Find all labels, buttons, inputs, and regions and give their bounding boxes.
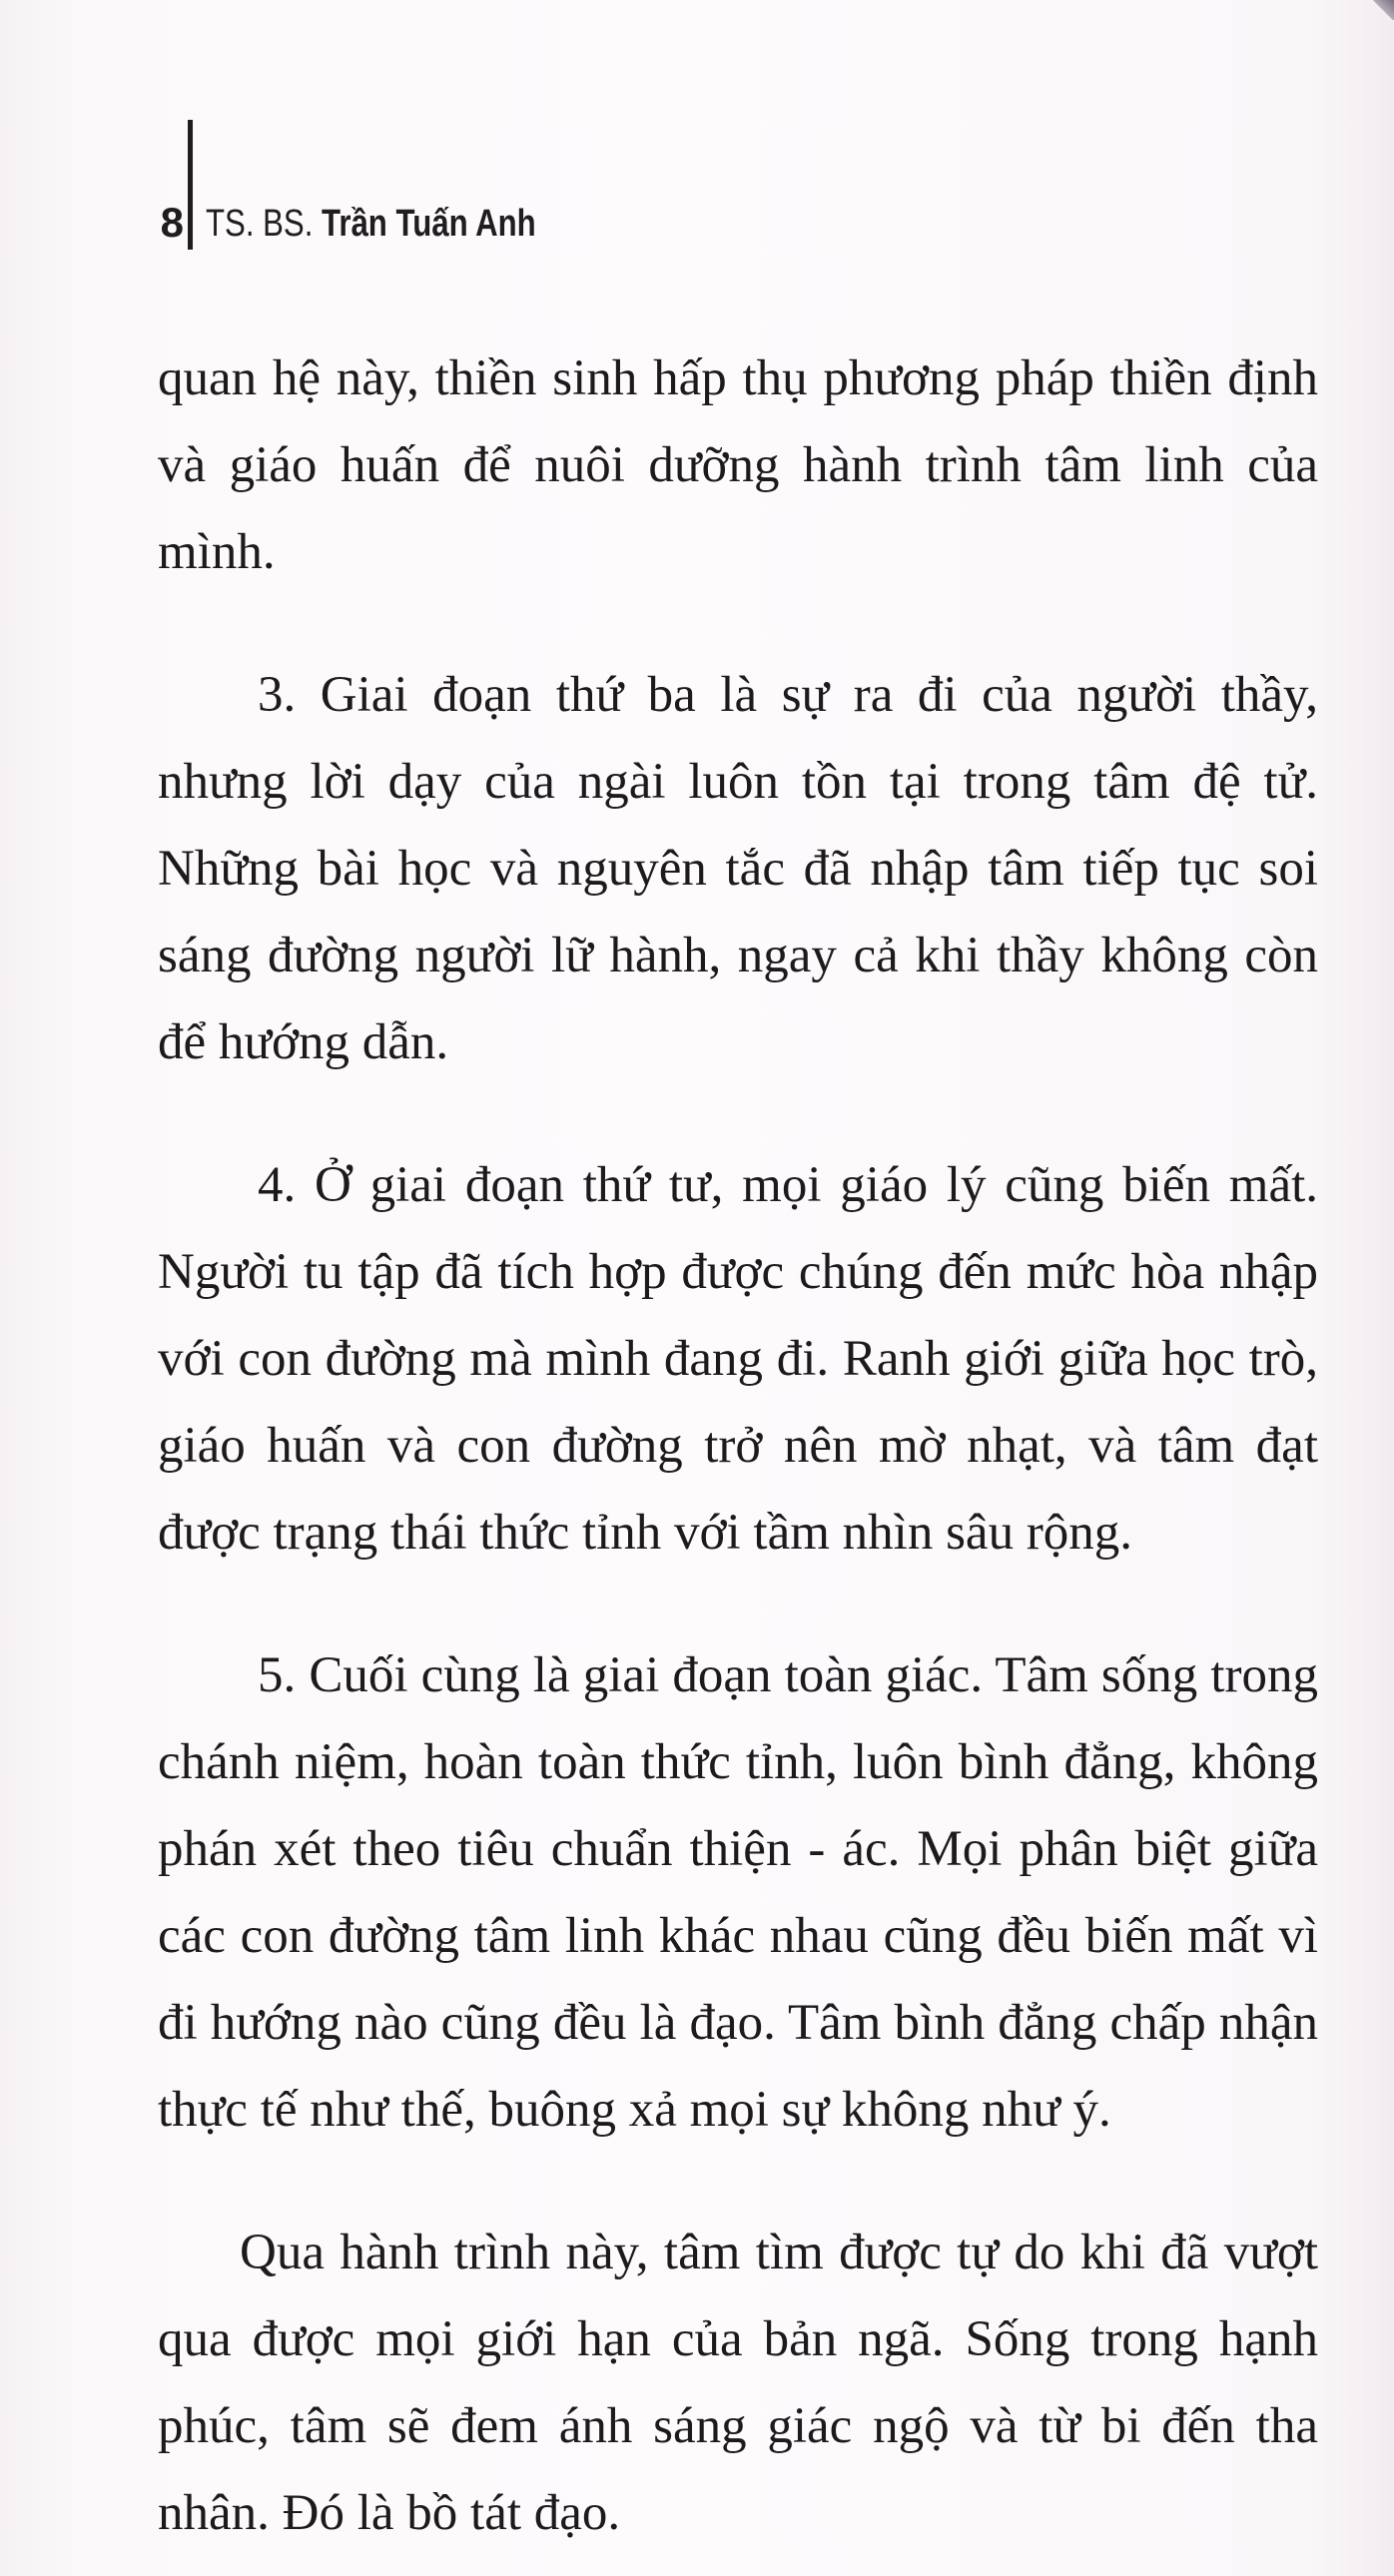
running-head [206, 200, 536, 248]
author-prefix: TS. BS. [206, 203, 314, 245]
author-name: Trần Tuấn Anh [322, 203, 536, 245]
paragraph-continuation: quan hệ này, thiền sinh hấp thụ phương pháp thiền định và giáo huấn để nuôi dưỡng hành trình tâm linh của mình. [158, 350, 1318, 580]
page-number: 8 [160, 199, 184, 246]
page-header [150, 120, 749, 250]
page-corner-mark [1372, 0, 1394, 20]
paragraph-stage-5: 5. Cuối cùng là giai đoạn toàn giác. Tâm sống trong chánh niệm, hoàn toàn thức tỉnh, luôn bình đẳng, không phán xét theo tiêu chuẩn thiện - ác. Mọi phân biệt giữa các con đường tâm linh khác nhau cũng đều biến mất vì đi hướng nào cũng đều là đạo. Tâm bình đẳng chấp nhận thực tế như thế, buông xả mọi sự không như ý. [158, 1647, 1318, 2138]
body-text [158, 335, 1318, 2557]
paragraph-closing: Qua hành trình này, tâm tìm được tự do khi đã vượt qua được mọi giới hạn của bản ngã. Sống trong hạnh phúc, tâm sẽ đem ánh sáng giác ngộ và từ bi đến tha nhân. Đó là bồ tát đạo. [158, 2225, 1318, 2541]
paragraph-stage-4: 4. Ở giai đoạn thứ tư, mọi giáo lý cũng biến mất. Người tu tập đã tích hợp được chúng đến mức hòa nhập với con đường mà mình đang đi. Ranh giới giữa học trò, giáo huấn và con đường trở nên mờ nhạt, và tâm đạt được trạng thái thức tỉnh với tầm nhìn sâu rộng. [158, 1157, 1318, 1561]
paragraph-stage-3: 3. Giai đoạn thứ ba là sự ra đi của người thầy, nhưng lời dạy của ngài luôn tồn tại trong tâm đệ tử. Những bài học và nguyên tắc đã nhập tâm tiếp tục soi sáng đường người lữ hành, ngay cả khi thầy không còn để hướng dẫn. [158, 667, 1318, 1070]
header-divider-bar [188, 120, 193, 250]
